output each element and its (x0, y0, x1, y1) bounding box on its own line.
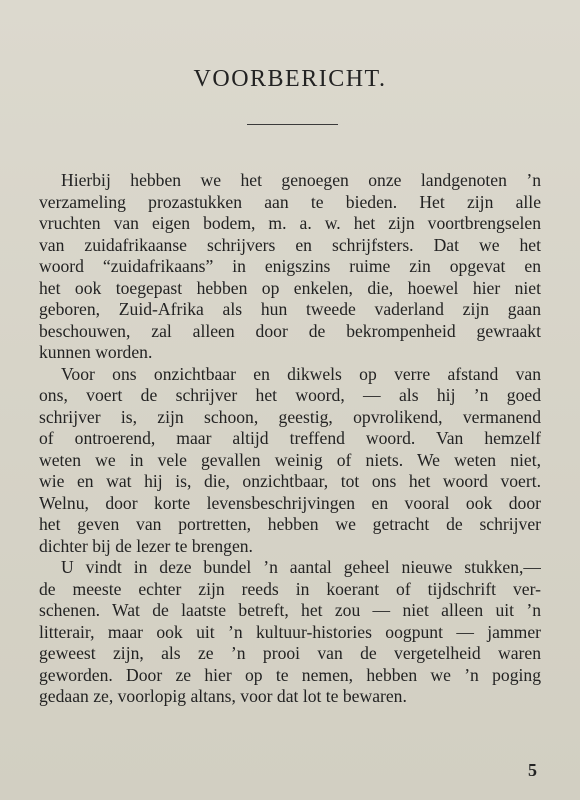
page-body (39, 170, 541, 708)
text-line: het geven van portretten, hebben we getracht de schrijver (39, 514, 541, 534)
text-line: weten we in vele gevallen weinig of niets. We weten niet, (39, 449, 541, 470)
text-line: wie en wat hij is, die, onzichtbaar, tot ons het woord voert. (39, 471, 541, 491)
text-line: gedaan ze, voorlopig altans, voor dat lot te bewaren. (39, 686, 407, 706)
paragraph (39, 170, 541, 364)
text-line: Hierbij hebben we het genoegen onze landgenoten ’n (61, 170, 541, 190)
text-line: Voor ons onzichtbaar en dikwels op verre afstand van (61, 363, 541, 384)
paragraph (39, 363, 541, 558)
text-line: litterair, maar ook uit ’n kultuur-histories oogpunt — jammer (39, 621, 541, 642)
text-line: vruchten van eigen bodem, m. a. w. het zijn voortbrengselen (39, 213, 541, 233)
text-line: U vindt in deze bundel ’n aantal geheel nieuwe stukken,— (61, 557, 541, 577)
text-line: schenen. Wat de laatste betreft, het zou — niet alleen uit ’n (39, 600, 541, 620)
text-line: geweest zijn, als ze ’n prooi van de vergetelheid waren (39, 643, 541, 663)
text-line: Welnu, door korte levensbeschrijvingen en vooral ook door (39, 492, 541, 513)
text-line: kunnen worden. (39, 342, 153, 362)
text-line: verzameling prozastukken aan te bieden. Het zijn alle (39, 191, 541, 212)
page-title: VOORBERICHT. (193, 66, 387, 92)
text-line: beschouwen, zal alleen door de bekrompenheid gewraakt (39, 320, 541, 341)
title-divider (247, 124, 338, 125)
text-line: schrijver is, zijn schoon, geestig, opvrolikend, vermanend (39, 406, 541, 427)
text-line: het ook toegepast hebben op enkelen, die, hoewel hier niet (39, 277, 541, 298)
text-line: dichter bij de lezer te brengen. (39, 535, 253, 556)
text-line: de meeste echter zijn reeds in koerant of tijdschrift ver- (39, 578, 541, 599)
page-number: 5 (528, 760, 537, 780)
text-line: van zuidafrikaanse schrijvers en schrijfsters. Dat we het (39, 234, 541, 255)
paragraph (39, 557, 541, 708)
text-line: woord “zuidafrikaans” in enigszins ruime zin opgevat en (39, 256, 541, 276)
text-line: of ontroerend, maar altijd treffend woord. Van hemzelf (39, 428, 541, 448)
text-line: ons, voert de schrijver het woord, — als hij ’n goed (39, 385, 541, 405)
text-line: geworden. Door ze hier op te nemen, hebben we ’n poging (39, 664, 541, 685)
text-line: geboren, Zuid-Afrika als hun tweede vaderland zijn gaan (39, 299, 541, 319)
